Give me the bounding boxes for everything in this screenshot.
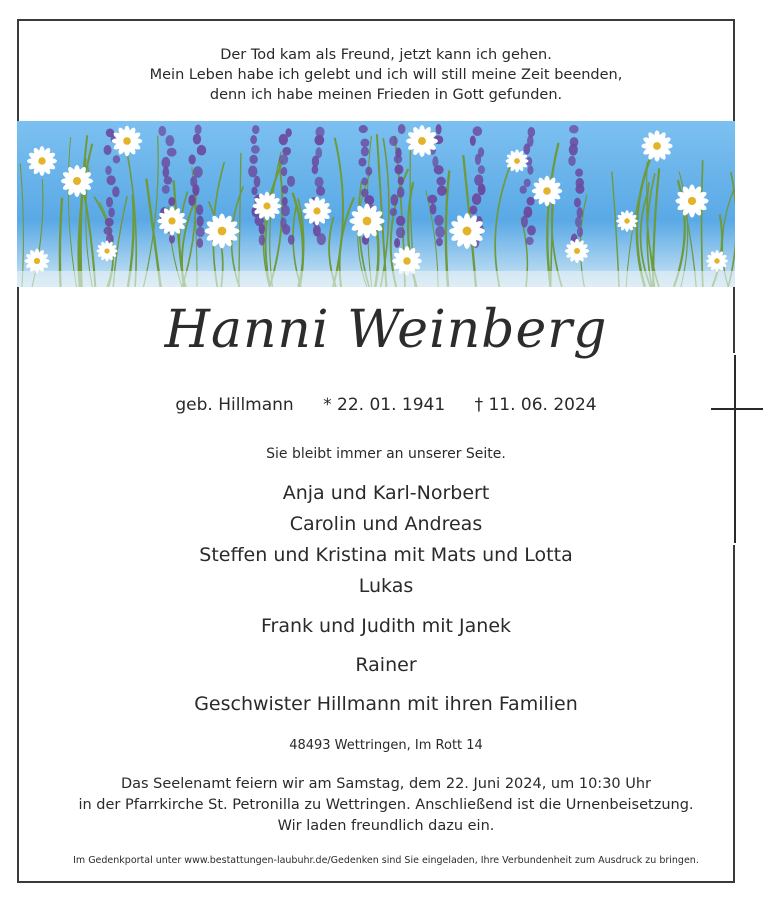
mourner-line: Steffen und Kristina mit Mats und Lotta <box>199 544 573 566</box>
deceased-name: Hanni Weinberg <box>164 300 608 360</box>
poem-line-2: Mein Leben habe ich gelebt und ich will still meine Zeit beenden, <box>149 67 623 83</box>
birth-date: * 22. 01. 1941 <box>323 395 446 415</box>
mourner-line: Anja und Karl-Norbert <box>282 482 490 504</box>
mourners-group-4: Geschwister Hillmann mit ihren Familien <box>194 693 578 715</box>
memorial-portal-note: Im Gedenkportal unter www.bestattungen-laubuhr.de/Gedenken sind Sie eingeladen, Ihre Verbundenheit zum Ausdruck zu bringen. <box>73 855 699 866</box>
service-line-2: in der Pfarrkirche St. Petronilla zu Wettringen. Anschließend ist die Urnenbeisetzung. <box>78 797 694 813</box>
poem-line-1: Der Tod kam als Freund, jetzt kann ich gehen. <box>220 47 552 63</box>
poem-line-3: denn ich habe meinen Frieden in Gott gefunden. <box>209 87 563 103</box>
cross-icon <box>703 353 769 545</box>
mourners-group-2: Frank und Judith mit Janek <box>260 615 512 637</box>
service-line-3: Wir laden freundlich dazu ein. <box>277 818 495 834</box>
tagline: Sie bleibt immer an unserer Seite. <box>266 446 506 462</box>
mourners-group-1 <box>0 478 772 602</box>
mourners-group-3: Rainer <box>355 654 417 676</box>
death-date: † 11. 06. 2024 <box>474 395 597 415</box>
service-info <box>0 774 772 837</box>
address: 48493 Wettringen, Im Rott 14 <box>289 738 483 753</box>
mourner-line: Carolin und Andreas <box>289 513 483 535</box>
flower-meadow-image <box>17 121 735 287</box>
maiden-name: geb. Hillmann <box>175 395 294 415</box>
poem <box>0 45 772 105</box>
mourner-line: Lukas <box>358 575 414 597</box>
life-dates <box>0 395 772 415</box>
service-line-1: Das Seelenamt feiern wir am Samstag, dem 22. Juni 2024, um 10:30 Uhr <box>120 776 652 792</box>
